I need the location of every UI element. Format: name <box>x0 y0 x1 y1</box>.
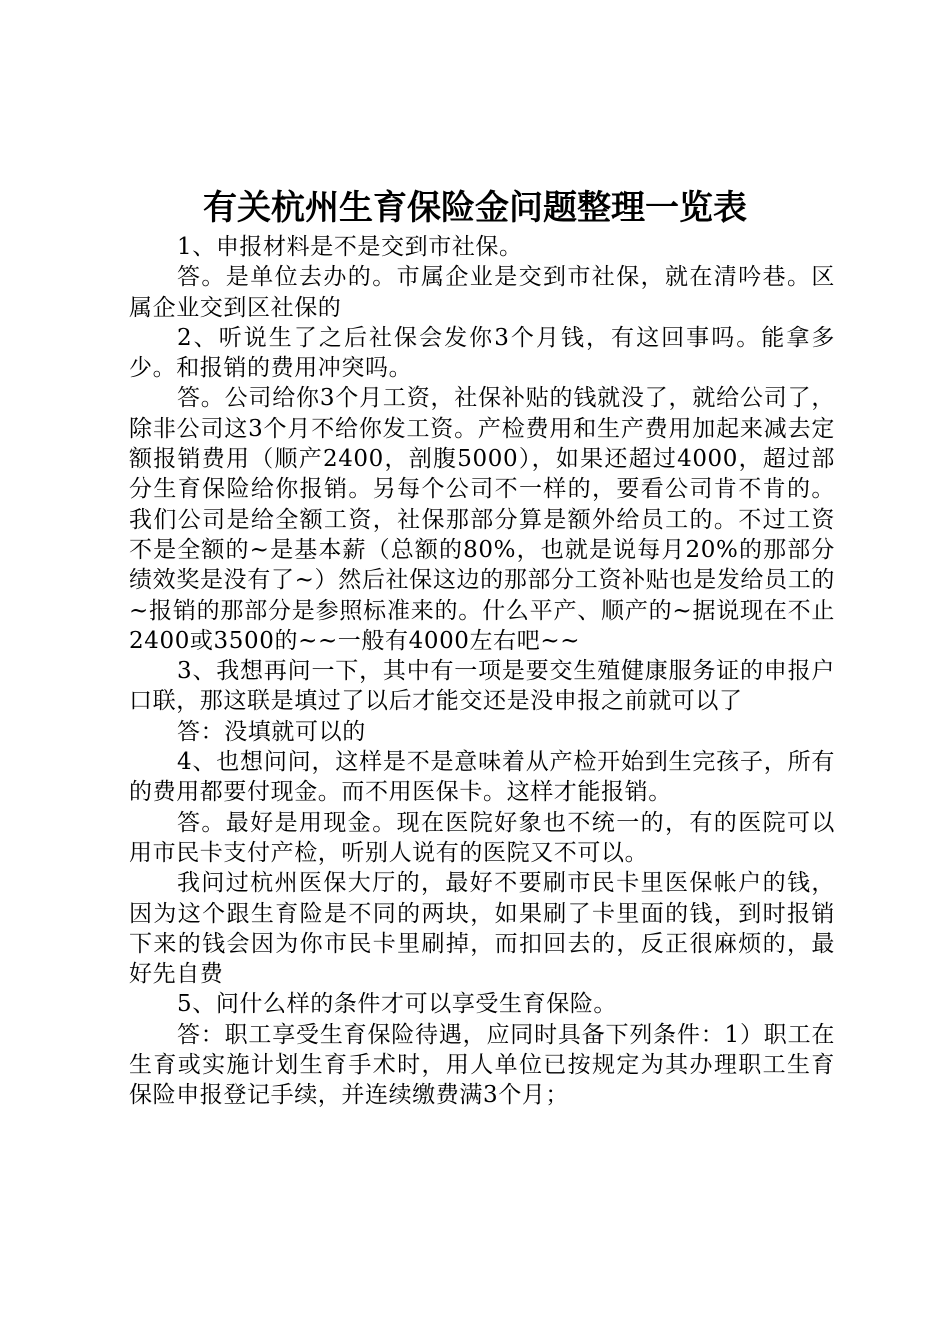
paragraph-a4-note: 我问过杭州医保大厅的，最好不要刷市民卡里医保帐户的钱，因为这个跟生育险是不同的两块，如果刷了卡里面的钱，到时报销下来的钱会因为你市民卡里刷掉，而扣回去的，反正很麻烦的，最好先自费 <box>129 870 835 988</box>
paragraph-q5: 5、问什么样的条件才可以享受生育保险。 <box>177 991 618 1018</box>
document-body <box>129 232 835 1111</box>
document-title: 有关杭州生育保险金问题整理一览表 <box>203 188 747 228</box>
paragraph-q3: 3、我想再问一下，其中有一项是要交生殖健康服务证的申报户口联，那这联是填过了以后才能交还是没申报之前就可以了 <box>129 658 835 715</box>
paragraph-a4: 答。最好是用现金。现在医院好象也不统一的，有的医院可以用市民卡支付产检，听别人说有的医院又不可以。 <box>129 809 835 866</box>
paragraph-a1: 答。是单位去办的。市属企业是交到市社保，就在清吟巷。区属企业交到区社保的 <box>129 264 835 321</box>
paragraph-q4: 4、也想问问，这样是不是意味着从产检开始到生完孩子，所有的费用都要付现金。而不用医保卡。这样才能报销。 <box>129 749 835 806</box>
paragraph-a3: 答：没填就可以的 <box>177 718 366 745</box>
paragraph-q2: 2、听说生了之后社保会发你3个月钱，有这回事吗。能拿多少。和报销的费用冲突吗。 <box>129 324 835 382</box>
paragraph-a2: 答。公司给你3个月工资，社保补贴的钱就没了，就给公司了，除非公司这3个月不给你发工资。产检费用和生产费用加起来减去定额报销费用（顺产2400，剖腹5000），如果还超过4000，超过部分生育保险给你报销。另每个公司不一样的，要看公司肯不肯的。我们公司是给全额工资，社保那部分算是额外给员工的。不过工资不是全额的~是基本薪（总额的80%，也就是说每月20%的那部分绩效奖是没有了~）然后社保这边的那部分工资补贴也是发给员工的~报销的那部分是参照标准来的。什么平产、顺产的~据说现在不止2400或3500的~~一般有4000左右吧~~ <box>129 385 835 654</box>
paragraph-a5: 答：职工享受生育保险待遇，应同时具备下列条件：1）职工在生育或实施计划生育手术时，用人单位已按规定为其办理职工生育保险申报登记手续，并连续缴费满3个月； <box>129 1021 835 1109</box>
paragraph-q1: 1、申报材料是不是交到市社保。 <box>177 234 523 260</box>
